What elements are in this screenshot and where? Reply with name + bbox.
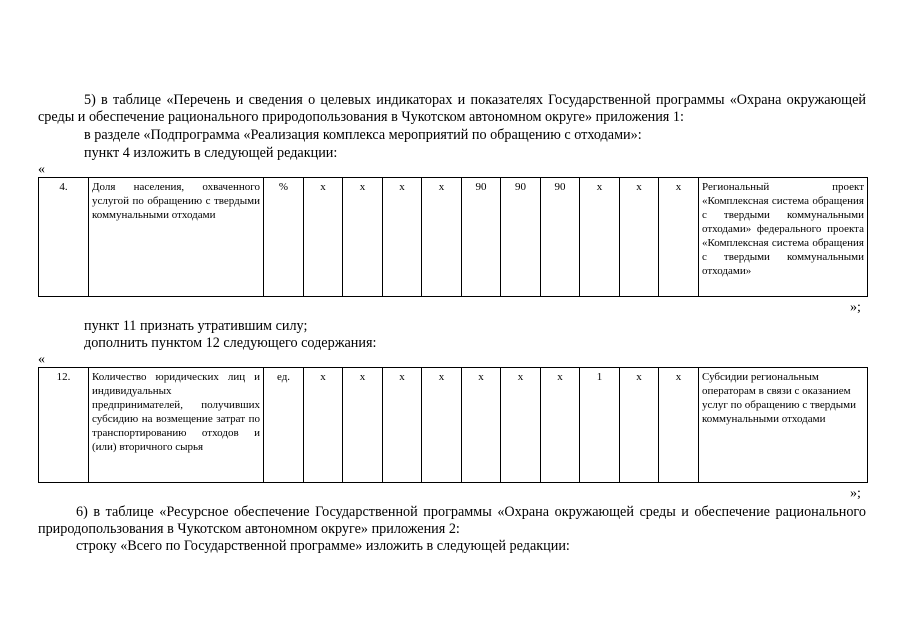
value-cell: х (620, 178, 659, 297)
note-cell: Региональный проект «Комплексная система обращения с твердыми коммунальными отходами» федерального проекта «Комплексная система обращения с твердыми коммунальными отходами» (699, 178, 868, 297)
value-cell: х (462, 368, 501, 483)
indicator-table-1 (38, 177, 868, 297)
value-cell: 90 (501, 178, 541, 297)
value-cell: х (620, 368, 659, 483)
value-cell: х (422, 178, 462, 297)
point11-line: пункт 11 признать утратившим силу; (84, 318, 308, 334)
value-cell: х (580, 178, 620, 297)
note-cell: Субсидии региональным операторам в связи с оказанием услуг по обращению с твердыми коммунальными отходами (699, 368, 868, 483)
value-cell: х (304, 178, 343, 297)
value-cell: х (304, 368, 343, 483)
table-row (39, 368, 868, 483)
value-cell: 1 (580, 368, 620, 483)
unit-cell: % (264, 178, 304, 297)
add12-line: дополнить пунктом 12 следующего содержания: (84, 335, 377, 351)
value-cell: 90 (541, 178, 580, 297)
value-cell: х (383, 178, 422, 297)
value-cell: х (659, 368, 699, 483)
point4-line: пункт 4 изложить в следующей редакции: (84, 145, 338, 161)
value-cell: х (422, 368, 462, 483)
close-quote-1: »; (850, 300, 861, 315)
value-cell: х (343, 368, 383, 483)
value-cell: х (383, 368, 422, 483)
value-cell: х (343, 178, 383, 297)
close-quote-2: »; (850, 486, 861, 501)
item6-paragraph: 6) в таблице «Ресурсное обеспечение Государственной программы «Охрана окружающей среды и обеспечение рационального природопользования в Чукотском автономном округе» приложения 2: (38, 504, 866, 537)
indicator-table-2 (38, 367, 868, 483)
indicator-name: Доля населения, охваченного услугой по обращению с твердыми коммунальными отходами (89, 178, 264, 297)
total-line: строку «Всего по Государственной программе» изложить в следующей редакции: (76, 538, 570, 554)
row-number: 4. (39, 178, 89, 297)
value-cell: 90 (462, 178, 501, 297)
unit-cell: ед. (264, 368, 304, 483)
indicator-name: Количество юридических лиц и индивидуальных предпринимателей, получивших субсидию на возмещение затрат по транспортированию отходов и (или) вторичного сырья (89, 368, 264, 483)
item5-paragraph: 5) в таблице «Перечень и сведения о целевых индикаторах и показателях Государственной программы «Охрана окружающей среды и обеспечение рационального природопользования в Чукотском автономном округе» приложения 1: (38, 92, 866, 125)
open-quote-2: « (38, 352, 45, 367)
value-cell: х (541, 368, 580, 483)
open-quote-1: « (38, 162, 45, 177)
table-row (39, 178, 868, 297)
value-cell: х (659, 178, 699, 297)
row-number: 12. (39, 368, 89, 483)
value-cell: х (501, 368, 541, 483)
section-line: в разделе «Подпрограмма «Реализация комплекса мероприятий по обращению с отходами»: (84, 127, 642, 143)
